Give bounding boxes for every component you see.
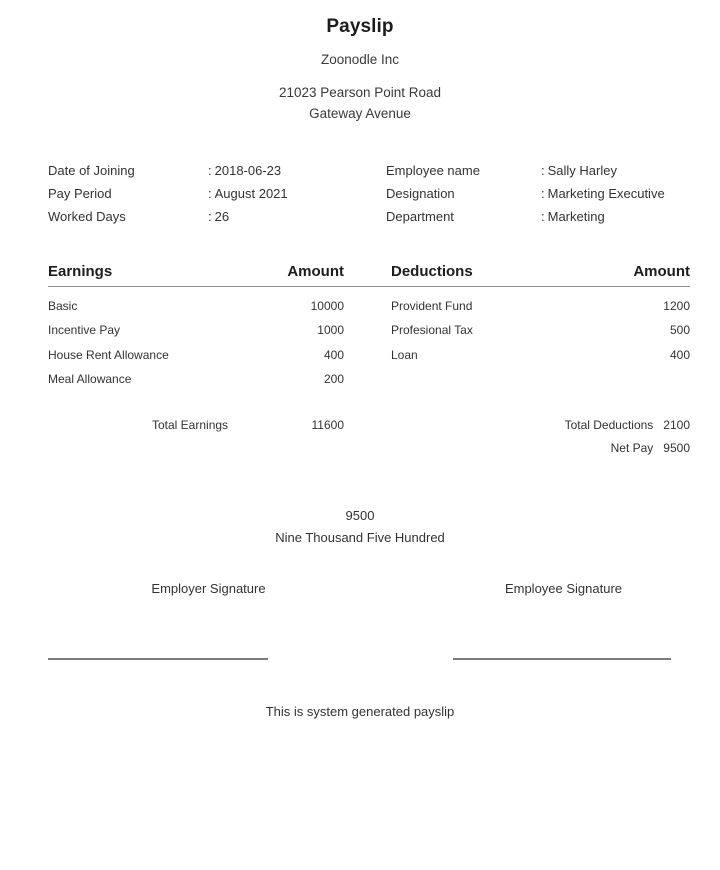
detail-separator: :: [208, 162, 212, 178]
total-earnings-row: [152, 414, 344, 437]
detail-value-text: Marketing: [547, 208, 605, 224]
table-row: [48, 367, 344, 392]
net-pay-amount: 9500: [663, 440, 690, 455]
detail-separator: :: [541, 185, 545, 201]
page-title: Payslip: [326, 16, 394, 37]
earnings-deductions-tables: [0, 263, 720, 392]
total-deductions-label: Total Deductions: [564, 417, 654, 432]
detail-separator: :: [208, 208, 212, 224]
totals-section: [0, 414, 720, 460]
employer-signature-label: Employer Signature: [151, 580, 266, 596]
detail-row-employee-name: [386, 159, 690, 182]
detail-value: [541, 159, 617, 182]
detail-label: Pay Period: [48, 185, 112, 201]
deduction-label: Profesional Tax: [391, 323, 473, 338]
detail-separator: :: [541, 162, 545, 178]
table-header-divider: [48, 286, 690, 287]
deduction-amount: 400: [669, 347, 690, 362]
employee-details: [0, 159, 720, 228]
total-deductions-amount: 2100: [663, 417, 690, 432]
net-pay-label: Net Pay: [610, 440, 654, 455]
detail-row-date-of-joining: [48, 159, 369, 182]
deductions-table-header: [369, 263, 690, 280]
net-pay-in-words: Nine Thousand Five Hundred: [275, 529, 445, 545]
footer-note: This is system generated payslip: [265, 703, 455, 719]
earning-label: Basic: [48, 298, 78, 313]
detail-row-worked-days: [48, 205, 369, 228]
table-row: [391, 294, 690, 319]
document-header: [0, 0, 720, 125]
earning-amount: 10000: [310, 298, 344, 313]
earning-amount: 200: [323, 372, 344, 387]
deduction-amount: 500: [669, 323, 690, 338]
deductions-header-label: Deductions: [391, 262, 473, 280]
table-row: [48, 294, 344, 319]
employee-signature-label: Employee Signature: [504, 580, 623, 596]
detail-separator: :: [541, 208, 545, 224]
earning-amount: 400: [323, 347, 344, 362]
company-name: Zoonodle Inc: [320, 51, 400, 67]
detail-label: Designation: [386, 185, 455, 201]
table-row: [391, 318, 690, 343]
detail-value: [541, 205, 605, 228]
detail-label: Department: [386, 208, 454, 224]
earnings-totals: [48, 414, 369, 460]
earnings-table-body: [48, 294, 369, 392]
detail-value: [208, 205, 229, 228]
total-earnings-amount: 11600: [311, 417, 344, 432]
detail-row-department: [386, 205, 690, 228]
detail-separator: :: [208, 185, 212, 201]
detail-value: [541, 182, 665, 205]
total-deductions-row: [391, 414, 690, 437]
detail-row-designation: [386, 182, 690, 205]
earning-label: Meal Allowance: [48, 372, 132, 387]
earnings-header-amount: Amount: [287, 262, 344, 280]
employer-signature-line: [48, 658, 268, 660]
earning-amount: 1000: [317, 323, 344, 338]
deductions-totals: [369, 414, 690, 460]
total-earnings-label: Total Earnings: [152, 417, 229, 432]
detail-value-text: 26: [214, 208, 230, 224]
deduction-label: Provident Fund: [391, 298, 473, 313]
employee-details-right-column: [369, 159, 690, 228]
deduction-label: Loan: [391, 347, 418, 362]
company-address-line-1: 21023 Pearson Point Road: [278, 84, 442, 100]
detail-value: [208, 182, 288, 205]
detail-value-text: 2018-06-23: [214, 162, 282, 178]
detail-label: Date of Joining: [48, 162, 135, 178]
net-pay-numeric: 9500: [345, 507, 375, 523]
employee-details-left-column: [48, 159, 369, 228]
detail-value-text: Sally Harley: [547, 162, 617, 178]
table-row: [48, 343, 344, 368]
signature-labels: [0, 581, 720, 596]
earning-label: House Rent Allowance: [48, 347, 169, 362]
deduction-amount: 1200: [663, 298, 690, 313]
table-body: [48, 294, 690, 392]
net-pay-summary: [0, 505, 720, 549]
earnings-header-label: Earnings: [48, 262, 113, 280]
signature-lines: [0, 658, 720, 660]
employee-signature-line: [453, 658, 671, 660]
table-header-row: [48, 263, 690, 280]
earnings-table-header: [48, 263, 369, 280]
detail-row-pay-period: [48, 182, 369, 205]
deductions-table-body: [369, 294, 690, 392]
deductions-header-amount: Amount: [633, 262, 690, 280]
net-pay-row: [391, 437, 690, 460]
company-address-line-2: Gateway Avenue: [309, 105, 411, 121]
table-row: [48, 318, 344, 343]
earning-label: Incentive Pay: [48, 323, 121, 338]
detail-value-text: Marketing Executive: [547, 185, 665, 201]
detail-value-text: August 2021: [214, 185, 288, 201]
detail-value: [208, 159, 281, 182]
detail-label: Worked Days: [48, 208, 126, 224]
table-row: [391, 343, 690, 368]
detail-label: Employee name: [386, 162, 480, 178]
